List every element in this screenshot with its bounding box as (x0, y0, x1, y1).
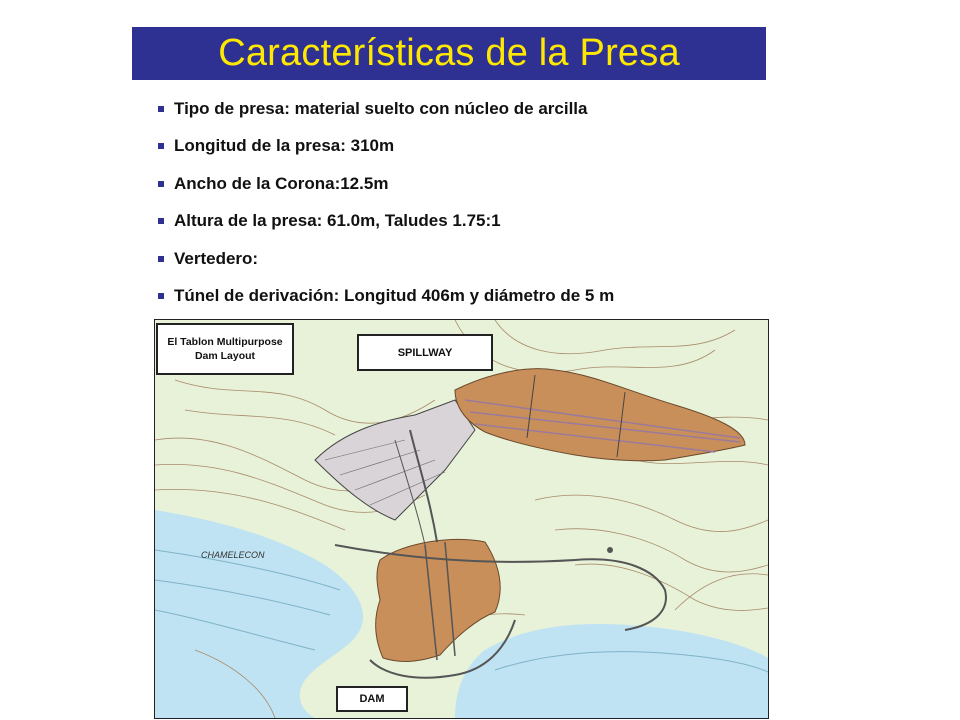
river-label: CHAMELECON (201, 550, 265, 560)
dam-embankment (376, 539, 500, 661)
bullet-square-icon (158, 293, 164, 299)
list-item: Tipo de presa: material suelto con núcleo de arcilla (158, 90, 798, 128)
list-item: Túnel de derivación: Longitud 406m y diámetro de 5 m (158, 278, 798, 316)
title-bar (132, 27, 766, 80)
bullet-square-icon (158, 143, 164, 149)
bullet-square-icon (158, 181, 164, 187)
dam-label: DAM (336, 686, 408, 712)
map-title-box: El Tablon Multipurpose Dam Layout (156, 323, 294, 375)
bullet-square-icon (158, 106, 164, 112)
spillway-approach (315, 400, 475, 520)
list-item: Ancho de la Corona:12.5m (158, 165, 798, 203)
list-item: Longitud de la presa: 310m (158, 128, 798, 166)
dam-layout-map (154, 319, 769, 719)
bullet-square-icon (158, 218, 164, 224)
feature-list (158, 90, 798, 315)
spillway-label: SPILLWAY (357, 334, 493, 371)
map-drawing (155, 320, 768, 718)
slide-title: Características de la Presa (218, 32, 680, 74)
list-item: Altura de la presa: 61.0m, Taludes 1.75:1 (158, 203, 798, 241)
list-item: Vertedero: (158, 240, 798, 278)
bullet-square-icon (158, 256, 164, 262)
reservoir-water (455, 624, 768, 718)
river-water (155, 510, 363, 718)
